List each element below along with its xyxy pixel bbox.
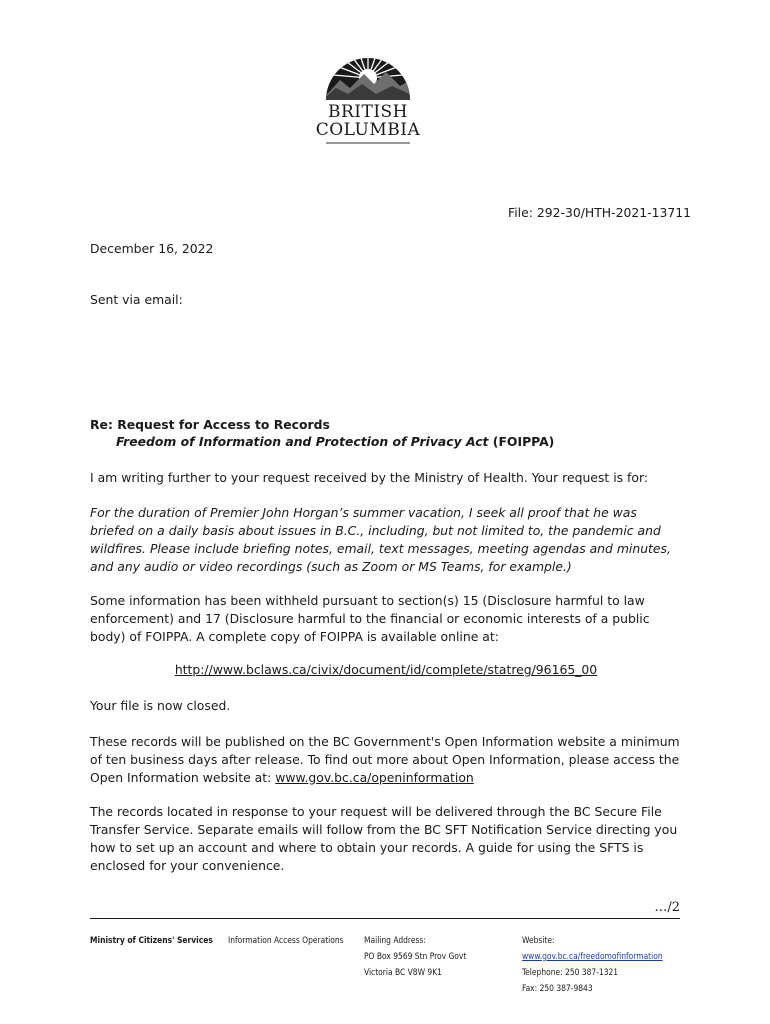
footer-fax: Fax: 250 387-9843 xyxy=(522,983,593,993)
bc-government-logo xyxy=(312,44,424,148)
footer-mailing-line2: Victoria BC V8W 9K1 xyxy=(364,967,442,977)
logo-wordmark-columbia: COLUMBIA xyxy=(315,120,421,140)
request-text-paragraph: For the duration of Premier John Horgan’s summer vacation, I seek all proof that he was briefed on a daily basis about issues in B.C., including, but not limited to, the pandemic and wildfires. Please include briefing notes, email, text messages, meeting agendas and minutes, and any audio or video recordings (such as Zoom or MS Teams, for example.) xyxy=(90,505,671,574)
footer-telephone: Telephone: 250 387-1321 xyxy=(522,967,619,977)
foippa-link-line xyxy=(90,661,682,679)
logo-wordmark-british: BRITISH xyxy=(327,102,409,122)
footer-website-link[interactable]: www.gov.bc.ca/freedomofinformation xyxy=(522,951,663,961)
footer-website-label: Website: xyxy=(522,935,555,945)
publish-paragraph xyxy=(90,733,682,787)
file-reference: File: 292-30/HTH-2021-13711 xyxy=(508,205,692,220)
footer-ministry: Ministry of Citizens' Services xyxy=(90,935,213,945)
delivery-paragraph: The records located in response to your request will be delivered through the BC Secure File Transfer Service. Separate emails will follow from the BC SFT Notification Service directing you how to set up an account and where to obtain your records. A guide for using the SFTS is enclosed for your convenience. xyxy=(90,804,678,873)
re-line: Re: Request for Access to Records xyxy=(90,417,330,432)
footer-divider xyxy=(90,918,680,919)
act-title: Freedom of Information and Protection of Privacy Act xyxy=(116,434,489,449)
open-information-link[interactable]: www.gov.bc.ca/openinformation xyxy=(275,770,474,785)
logo-underline xyxy=(326,142,410,144)
footer-mailing-line1: PO Box 9569 Stn Prov Govt xyxy=(364,951,467,961)
act-title-line xyxy=(116,433,554,451)
publish-text: These records will be published on the BC Government's Open Information website a minimum of ten business days after release. To find out more about Open Information, please access the Open Information website at: xyxy=(90,734,680,785)
foippa-link[interactable]: http://www.bclaws.ca/civix/document/id/complete/statreg/96165_00 xyxy=(174,662,598,677)
sent-via: Sent via email: xyxy=(90,292,183,307)
footer-mailing-label: Mailing Address: xyxy=(364,935,426,945)
footer-contact xyxy=(522,932,663,996)
file-closed-paragraph: Your file is now closed. xyxy=(90,698,231,713)
footer-office: Information Access Operations xyxy=(228,935,344,945)
withheld-paragraph: Some information has been withheld pursuant to section(s) 15 (Disclosure harmful to law enforcement) and 17 (Disclosure harmful to the financial or economic interests of a public body) of FOIPPA. A complete copy of FOIPPA is available online at: xyxy=(90,593,650,644)
act-abbrev: (FOIPPA) xyxy=(488,434,555,449)
sun-mountains-emblem xyxy=(312,44,424,104)
letter-date: December 16, 2022 xyxy=(90,241,214,256)
page-indicator: …/2 xyxy=(654,900,680,915)
intro-paragraph: I am writing further to your request received by the Ministry of Health. Your request is for: xyxy=(90,470,649,485)
footer-mailing-address xyxy=(364,932,466,980)
